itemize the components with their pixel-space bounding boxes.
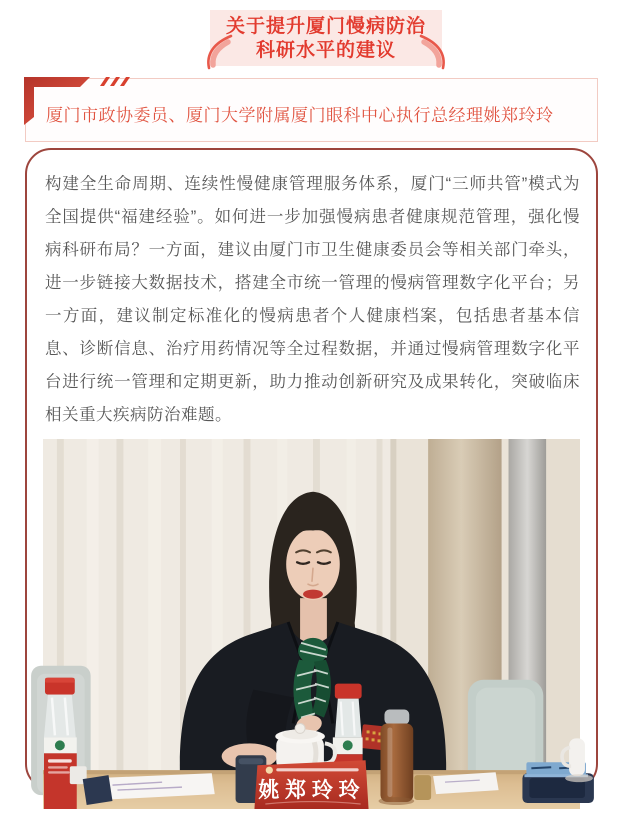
page-title-line2: 科研水平的建议 <box>255 40 396 61</box>
left-bracket-decoration <box>201 34 235 70</box>
lips <box>303 590 323 599</box>
navy-object-left <box>83 775 113 805</box>
conference-photo-illustration <box>43 439 580 809</box>
gold-cup <box>414 775 431 800</box>
card-small-print <box>276 768 358 771</box>
article-card <box>25 148 598 803</box>
left-water-bottle <box>44 678 77 809</box>
name-card-text: 姚郑玲玲 <box>258 779 366 803</box>
corner-bracket-icon <box>24 77 144 129</box>
title-banner <box>210 10 442 66</box>
right-bracket-decoration <box>417 34 451 70</box>
page-title-line1: 关于提升厦门慢病防治 <box>225 16 426 37</box>
mic-base-top <box>239 758 264 764</box>
author-line: 厦门市政协委员、厦门大学附属厦门眼科中心执行总经理姚郑玲玲 <box>46 105 554 125</box>
author-bar <box>25 78 598 142</box>
face <box>286 529 340 601</box>
name-card <box>254 760 368 809</box>
article-paragraph: 构建全生命周期、连续性慢健康管理服务体系，厦门“三师共管”模式为全国提供“福建经验”。如何进一步加强慢病患者健康规范管理，强化慢病科研布局？一方面，建议由厦门市卫生健康委员会等相关部门牵头，进一步链接大数据技术，搭建全市统一管理的慢病管理数字化平台；另一方面，建议制定标准化的慢病患者个人健康档案，包括患者基本信息、诊断信息、治疗用药情况等全过程数据，并通过慢病管理数字化平台进行统一管理和定期更新，助力推动创新研究及成果转化，突破临床相关重大疾病防治难题。 <box>45 175 580 424</box>
conference-photo <box>43 439 580 809</box>
card-emblem-icon <box>266 767 273 774</box>
